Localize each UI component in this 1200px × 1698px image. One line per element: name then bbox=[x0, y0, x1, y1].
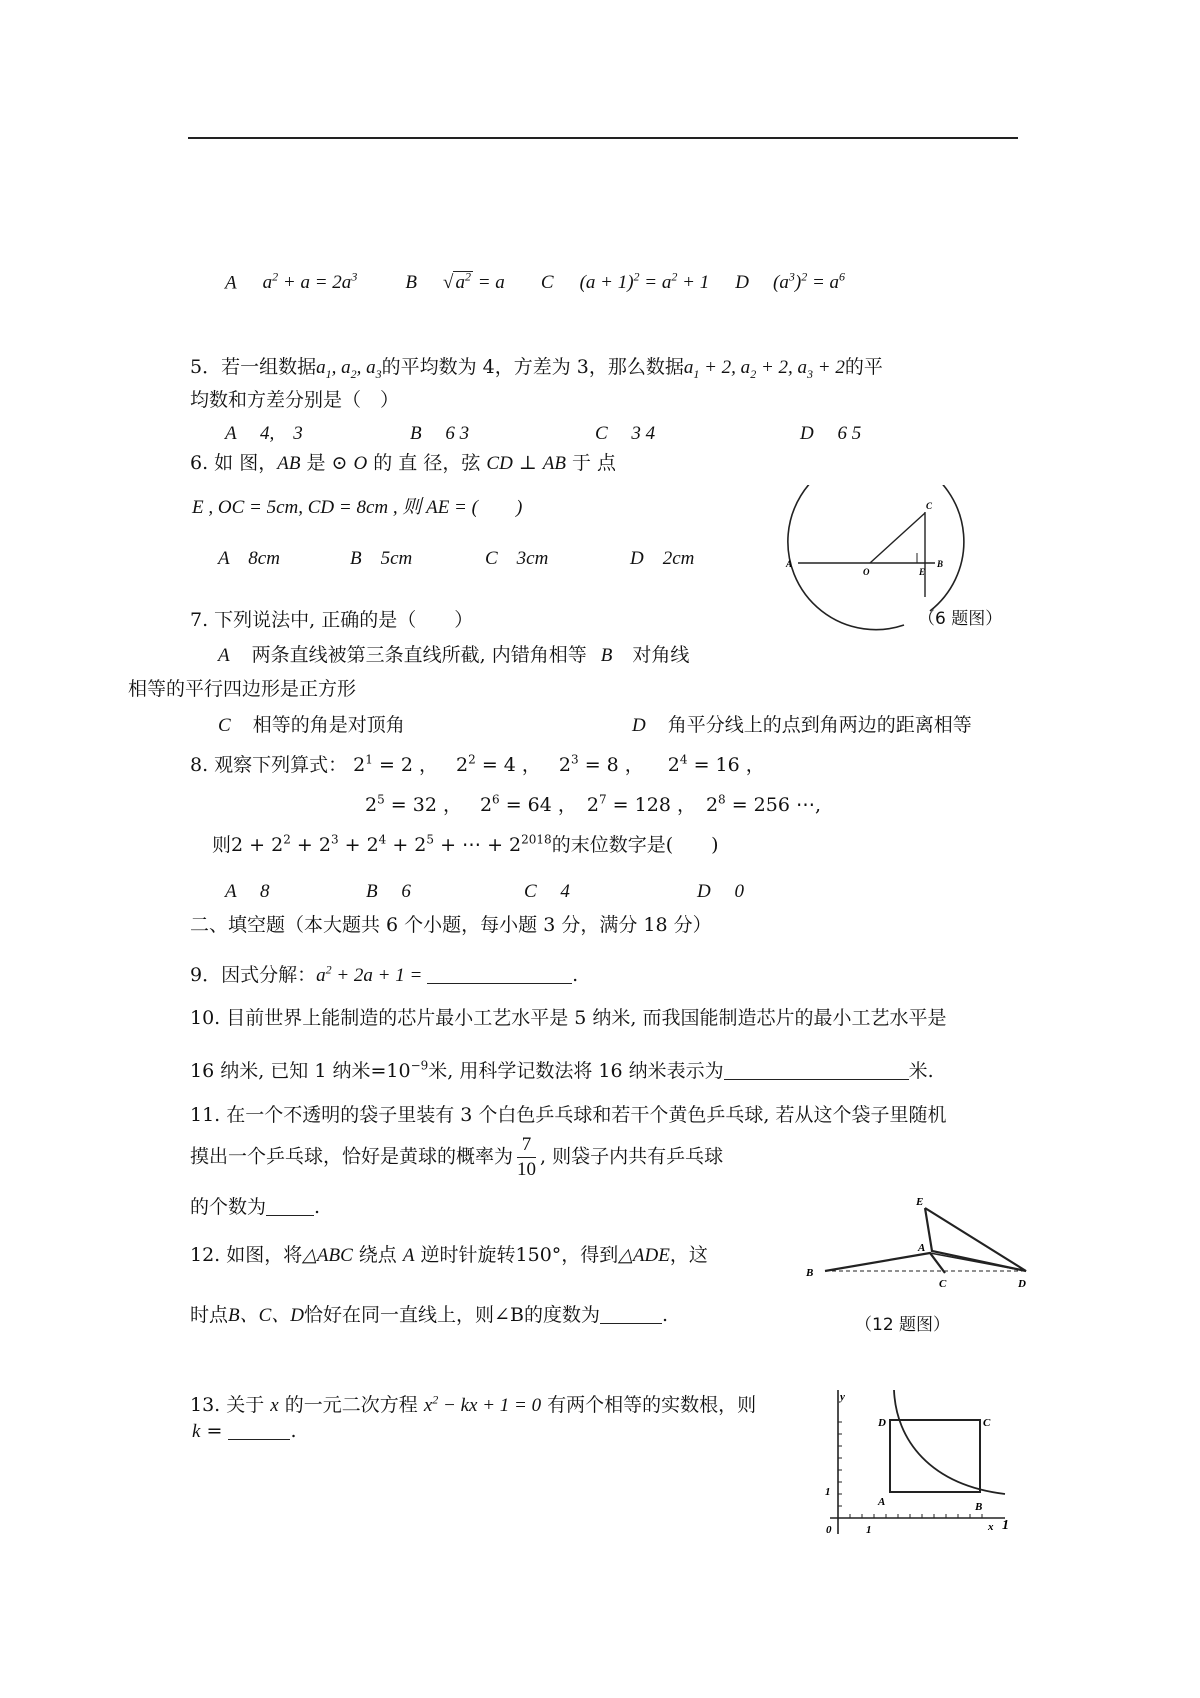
q13-hyperbola bbox=[894, 1390, 1005, 1494]
q13-label-d: D bbox=[878, 1417, 886, 1429]
q8-stem: 8. 观察下列算式： bbox=[190, 754, 348, 776]
q7-option-ab bbox=[218, 640, 689, 667]
q9: 9．因式分解：$a^2 + 2a + 1$ = . bbox=[190, 962, 579, 986]
q13-graph-figure bbox=[820, 1380, 1020, 1540]
q6-label-a: A bbox=[786, 559, 793, 569]
q6-label-b: B bbox=[937, 559, 944, 569]
q6-option-a: A 8cm bbox=[218, 548, 280, 569]
q7-option-d bbox=[632, 710, 972, 737]
q7-b-label: B bbox=[600, 645, 613, 666]
q12-angle-b: ∠B bbox=[494, 1304, 524, 1326]
q10-exp: −9 bbox=[410, 1058, 429, 1073]
q12-label-d: D bbox=[1018, 1278, 1026, 1290]
q13-text: 的一元二次方程 bbox=[278, 1394, 424, 1416]
q13-label-one-x: 1 bbox=[866, 1524, 872, 1536]
q12-triangle-ade: △ADE bbox=[618, 1245, 670, 1266]
q6-text: 是 ⊙ bbox=[300, 452, 354, 474]
q12-text: 绕点 bbox=[352, 1244, 403, 1266]
q10-line1: 10. 目前世界上能制造的芯片最小工艺水平是 5 纳米, 而我国能制造芯片的最小工艺水平是 bbox=[190, 1007, 947, 1029]
q6-line2: E , OC = 5cm, CD = 8cm , 则 AE = ( ) bbox=[192, 497, 523, 518]
q5-text-c: 的平 bbox=[844, 356, 883, 378]
q11-line3: 的个数为 . bbox=[190, 1196, 321, 1218]
q7-a-text: 两条直线被第三条直线所截, 内错角相等 bbox=[251, 644, 587, 666]
q6-label-e: E bbox=[919, 567, 926, 577]
q8-question: 的末位数字是( ) bbox=[551, 834, 719, 856]
q6-label-c: C bbox=[926, 501, 933, 511]
q7-b-text: 对角线 bbox=[632, 644, 690, 666]
q8-line1: 8. 观察下列算式： $2^1 = 2$ ， $2^2 = 4$ ， $2^3 = 8$ ， $2^4 = 16$ ， bbox=[190, 752, 765, 776]
q10-line2 bbox=[190, 1056, 934, 1083]
q6-text: 于 点 bbox=[565, 452, 617, 474]
q11-text-c: 的个数为 bbox=[190, 1196, 267, 1218]
q5-line2: 均数和方差分别是（ ） bbox=[190, 389, 400, 411]
q5-option-c: C 3 4 bbox=[595, 423, 656, 444]
q12-text: 恰好在同一直线上，则 bbox=[304, 1304, 495, 1326]
q13-k: k bbox=[192, 1421, 201, 1442]
q12-angle: 150° bbox=[515, 1244, 562, 1266]
q11-blank[interactable] bbox=[266, 1197, 314, 1216]
q4-option-b-label: B bbox=[405, 272, 417, 294]
q6-text: 的 直 径，弦 bbox=[367, 452, 487, 474]
q13-label-y: y bbox=[840, 1391, 845, 1403]
q11-line2 bbox=[190, 1133, 723, 1182]
q4-options: A $a^2 + a = 2a^3$ B √ $a^2 = a$ C $(a + 1)^2 = a^2 + 1$ D $(a^3)^2 = a^6$ bbox=[225, 270, 846, 294]
q12-label-a: A bbox=[918, 1242, 926, 1254]
q9-text: 9．因式分解： bbox=[190, 964, 317, 986]
q11-frac-den: 10 bbox=[517, 1159, 537, 1180]
q5-option-d: D 6 5 bbox=[800, 423, 862, 444]
q6-option-b: B 5cm bbox=[350, 548, 413, 569]
q13-line1: 13. 关于 x 的一元二次方程 $x^2$ − kx + 1 = 0 有两个相等的实数根，则 bbox=[190, 1392, 757, 1416]
q6-caption: （6 题图） bbox=[918, 609, 1003, 629]
q12-text: 的度数为 bbox=[523, 1304, 600, 1326]
q6-ab: AB bbox=[277, 453, 301, 474]
q12-text: 时点 bbox=[190, 1304, 229, 1326]
q9-blank[interactable] bbox=[427, 965, 572, 984]
q13-label-x: x bbox=[988, 1521, 994, 1533]
q12-triangle-abc-shape bbox=[825, 1253, 945, 1273]
q7-c-label: C bbox=[218, 715, 231, 736]
q6-o: O bbox=[353, 453, 368, 474]
q6-ab: AB bbox=[542, 453, 566, 474]
q6-cd: CD bbox=[486, 453, 513, 474]
q6-option-c: C 3cm bbox=[485, 548, 549, 569]
q4-option-d-label: D bbox=[735, 272, 749, 294]
q7-stem: 7. 下列说法中, 正确的是（ ） bbox=[190, 609, 474, 631]
q5-text-a: 5．若一组数据 bbox=[190, 356, 317, 378]
q12-line2: 时点B、C、D恰好在同一直线上，则∠B的度数为 . bbox=[190, 1304, 668, 1326]
q8-option-c: C 4 bbox=[524, 881, 570, 902]
q7-d-label: D bbox=[632, 715, 646, 736]
q8-option-a: A 8 bbox=[225, 881, 270, 902]
q12-label-c: C bbox=[939, 1278, 947, 1290]
q12-label-e: E bbox=[916, 1196, 924, 1208]
q7-option-b-cont: 相等的平行四边形是正方形 bbox=[128, 678, 357, 700]
q7-d-text: 角平分线上的点到角两边的距离相等 bbox=[667, 714, 972, 736]
q10-text-c: 米. bbox=[908, 1060, 934, 1082]
q12-text: ，这 bbox=[669, 1244, 708, 1266]
q6-line1 bbox=[190, 448, 616, 475]
q12-triangle-figure bbox=[800, 1193, 1040, 1293]
q11-text-a: 摸出一个乒乓球，恰好是黄球的概率为 bbox=[190, 1145, 514, 1168]
q7-c-text: 相等的角是对顶角 bbox=[252, 714, 405, 736]
q5-option-a: A 4, 3 bbox=[225, 423, 303, 444]
section2-heading: 二、填空题（本大题共 6 个小题，每小题 3 分，满分 18 分） bbox=[190, 914, 712, 936]
q12-text: 12. 如图，将 bbox=[190, 1244, 303, 1266]
q12-line1 bbox=[190, 1240, 708, 1267]
q12-text: 逆时针旋转 bbox=[414, 1244, 516, 1266]
q13-label-extra-one: 1 bbox=[1002, 1518, 1009, 1533]
q5-text-b: 的平均数为 4，方差为 3，那么数据 bbox=[381, 356, 684, 378]
q12-label-b: B bbox=[806, 1267, 814, 1279]
q13-label-one-y: 1 bbox=[825, 1486, 831, 1498]
q13-blank[interactable] bbox=[228, 1421, 290, 1440]
q12-blank[interactable] bbox=[600, 1305, 662, 1324]
q12-points: B、C、D bbox=[228, 1305, 305, 1326]
q8-then: 则 bbox=[212, 834, 232, 856]
q13-equals: = bbox=[200, 1420, 229, 1442]
q6-option-d: D 2cm bbox=[630, 548, 695, 569]
q6-text: 6. 如 图， bbox=[190, 452, 278, 474]
q7-option-c bbox=[218, 710, 405, 737]
q4-option-c-label: C bbox=[540, 272, 554, 294]
q4-option-a-label: A bbox=[225, 272, 237, 294]
q11-fraction bbox=[517, 1133, 536, 1182]
q12-triangle-abc: △ABC bbox=[302, 1245, 353, 1266]
q13-label-a: A bbox=[878, 1496, 886, 1508]
q13-label-b: B bbox=[975, 1501, 983, 1513]
q7-a-label: A bbox=[218, 645, 230, 666]
q8-line3: 则$2 + 2^2 + 2^3 + 2^4 + 2^5$ + ⋯ + $2^{2018}$的末位数字是( ) bbox=[212, 832, 719, 856]
q6-label-o: O bbox=[863, 567, 870, 577]
header-rule bbox=[188, 137, 1018, 139]
q10-blank[interactable] bbox=[724, 1061, 909, 1080]
q13-line2: k = . bbox=[192, 1420, 297, 1442]
q10-text-b: 米, 用科学记数法将 16 纳米表示为 bbox=[428, 1060, 724, 1082]
q11-frac-num: 7 bbox=[517, 1133, 536, 1158]
q13-x: x bbox=[270, 1395, 279, 1416]
q13-text: 有两个相等的实数根，则 bbox=[541, 1394, 757, 1416]
q11-line1: 11. 在一个不透明的袋子里装有 3 个白色乒乓球和若干个黄色乒乓球, 若从这个袋子里随机 bbox=[190, 1104, 947, 1126]
q8-option-d: D 0 bbox=[697, 881, 744, 902]
q11-text-b: , 则袋子内共有乒乓球 bbox=[540, 1145, 724, 1168]
q12-point-a: A bbox=[402, 1245, 415, 1266]
q13-text: 13. 关于 bbox=[190, 1394, 271, 1416]
q13-label-origin: 0 bbox=[826, 1524, 832, 1536]
q12-text: ，得到 bbox=[561, 1244, 619, 1266]
q8-line2: $2^5 = 32$ ， $2^6 = 64$ ， $2^7 = 128$ ， $2^8 = 256$ ⋯, bbox=[365, 792, 822, 816]
q5-line1: 5．若一组数据$a_1$, $a_2$, $a_3$的平均数为 4，方差为 3，那么数据$a_1 + 2$, $a_2 + 2$, $a_3 + 2$的平 bbox=[190, 356, 883, 381]
q12-caption: （12 题图） bbox=[855, 1315, 951, 1335]
q6-perp: ⊥ bbox=[512, 452, 543, 474]
q10-text-a: 16 纳米, 已知 1 纳米=10 bbox=[190, 1060, 411, 1082]
q13-label-c: C bbox=[983, 1417, 991, 1429]
q5-option-b: B 6 3 bbox=[410, 423, 470, 444]
q8-option-b: B 6 bbox=[366, 881, 411, 902]
